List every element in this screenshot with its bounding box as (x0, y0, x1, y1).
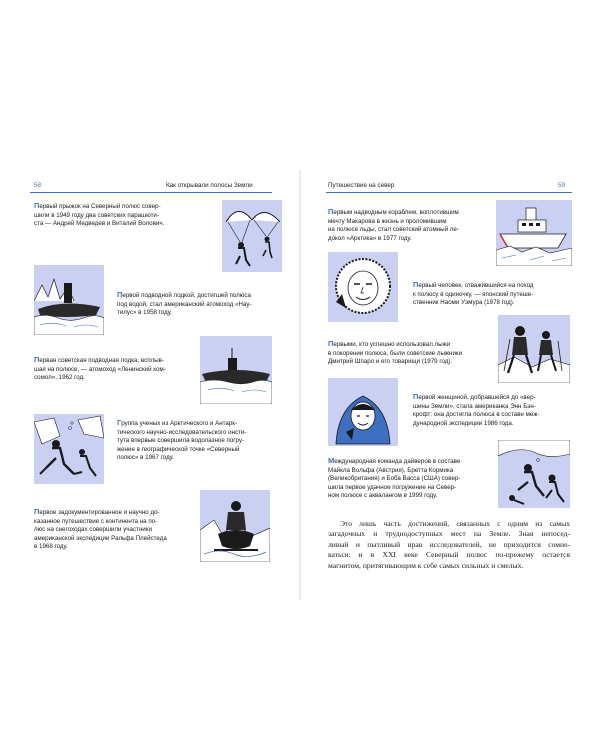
entry-uemura (413, 281, 571, 308)
text-line: под водой, стал американский атомоход «Нау- (117, 300, 252, 308)
right-page (300, 0, 600, 750)
text-line: в 1968 году. (34, 543, 68, 551)
drop-cap: П (413, 392, 419, 401)
text-line: Первая советская подводная лодка, всплыв- (34, 355, 164, 364)
text-line: загадочных и труднодоступных мест на Земле. Зная непосед- (328, 529, 570, 539)
entry-bancroft (413, 393, 571, 428)
text-line: жение в географической точке «Северный (117, 445, 240, 453)
closing-paragraph (328, 519, 570, 571)
text-line: ном полюсе с аквалангом в 1999 году. (328, 492, 438, 500)
drop-cap: П (34, 507, 40, 516)
drop-cap: М (328, 456, 335, 465)
text-line: шая на полюсе, — атомоход «Ленинский ком- (34, 365, 166, 373)
text-line: Это лишь часть достижений, связанных с одним из самых (340, 519, 570, 528)
text-line: Первое задокументированное и научно до- (34, 507, 160, 516)
entry-snowmobiles (34, 508, 186, 552)
text-line: дународной экспедиции 1986 года. (413, 419, 514, 427)
drop-cap: П (34, 355, 40, 364)
text-line: казанное путешествие с континента на по- (34, 517, 158, 525)
entry-leninsky-komsomol (34, 356, 186, 383)
entry-parachutists (34, 202, 184, 229)
entry-nautilus (117, 291, 275, 318)
text-line: полюс» в 1967 году. (117, 454, 174, 462)
drop-cap: П (117, 290, 123, 299)
text-line: Первым надводным кораблем, воплотившим (328, 207, 459, 216)
text-line: люс на снегоходах совершили участники (34, 526, 152, 534)
entry-skiers (328, 340, 486, 367)
text-line: магнитом, притягивающим к себе самых сильных и смелых. (328, 560, 524, 570)
text-line: ваться: и в XXI веке Северный полюс по-прежему остается (328, 550, 570, 560)
icebreaker-arktika-illustration (496, 200, 572, 266)
text-line: к полюсу в одиночку, — японский путеше- (413, 290, 534, 298)
divers-illustration (34, 414, 104, 484)
skiers-illustration (498, 315, 570, 383)
text-line: Майкла Вольфа (Австрия), Бретта Кормика (328, 466, 454, 474)
text-line: крофт: она достигла полюса в составе меж- (413, 411, 540, 419)
entry-arktika-icebreaker (328, 208, 474, 243)
drop-cap: П (328, 207, 334, 216)
text-line: Первый человек, отважившийся на поход (413, 280, 534, 289)
running-head-left: Как открывали полосы Земли (166, 182, 253, 189)
text-line: докол «Арктика» в 1977 году. (328, 234, 412, 242)
naomi-uemura-portrait-illustration (328, 252, 398, 322)
text-line: на полюсе льды, стал советский атомный ле- (328, 226, 459, 234)
text-line: Международная команда дайверов в составе (328, 456, 461, 465)
text-line: американской экспедиции Ральфа Плейстеда (34, 534, 167, 542)
drop-cap: П (34, 201, 40, 210)
text-line: ста — Андрей Медведев и Виталий Волович. (34, 220, 165, 228)
text-line: (Великобритания) и Боба Вассa (США) совер- (328, 475, 461, 483)
drop-cap: П (328, 339, 334, 348)
text-line: Первыми, кто успешно использовал лыжи (328, 339, 451, 348)
text-line: шили в 1949 году два советских парашюти- (34, 211, 159, 219)
page-number-left: 58 (34, 182, 42, 189)
nautilus-submarine-illustration (34, 265, 104, 335)
text-line: Первой подводной лодкой, достигшей полюса (117, 290, 251, 299)
parachutists-illustration (222, 200, 282, 272)
text-line: ственник Наоми Уэмура (1978 год). (413, 299, 515, 307)
header-rule-left (30, 192, 272, 193)
snowmobile-illustration (200, 490, 270, 562)
text-line: Первой женщиной, добравшейся до «вер- (413, 392, 536, 401)
leninsky-komsomol-submarine-illustration (200, 336, 272, 404)
drop-cap: П (413, 280, 419, 289)
page-number-right: 59 (558, 182, 566, 189)
text-line: шила первое удачное погружение на Север- (328, 483, 457, 491)
text-line: ливый и пытливый нрав исследователей, не приходится сомне- (328, 539, 570, 549)
text-line: тилус» в 1958 году. (117, 309, 172, 317)
text-line: Первый прыжок на Северный полюс совер- (34, 201, 161, 210)
divers-under-ice-illustration (498, 440, 570, 508)
header-rule-right (326, 192, 572, 193)
text-line: в покорении полюса, были советские лыжники (328, 349, 463, 357)
running-head-right: Путешествие на север (328, 182, 395, 189)
text-line: Дмитрий Шпаро и его товарищи (1979 год). (328, 358, 453, 366)
text-line: тута впервые совершила водолазное погру- (117, 437, 245, 445)
text-line: мечту Макарова в жизнь и проломившим (328, 217, 447, 225)
entry-divers-1967 (117, 419, 275, 463)
entry-divers-1999 (328, 457, 488, 501)
text-line: шины Земли», стала американка Энн Бэн- (413, 402, 536, 410)
text-line: Группа ученых из Арктического и Антарк- (117, 418, 238, 427)
ann-bancroft-portrait-illustration (328, 378, 398, 446)
text-line: сомол», 1962 год. (34, 374, 85, 382)
text-line: тического научно-исследовательского инсти- (117, 428, 247, 436)
drop-cap: Г (117, 418, 122, 427)
